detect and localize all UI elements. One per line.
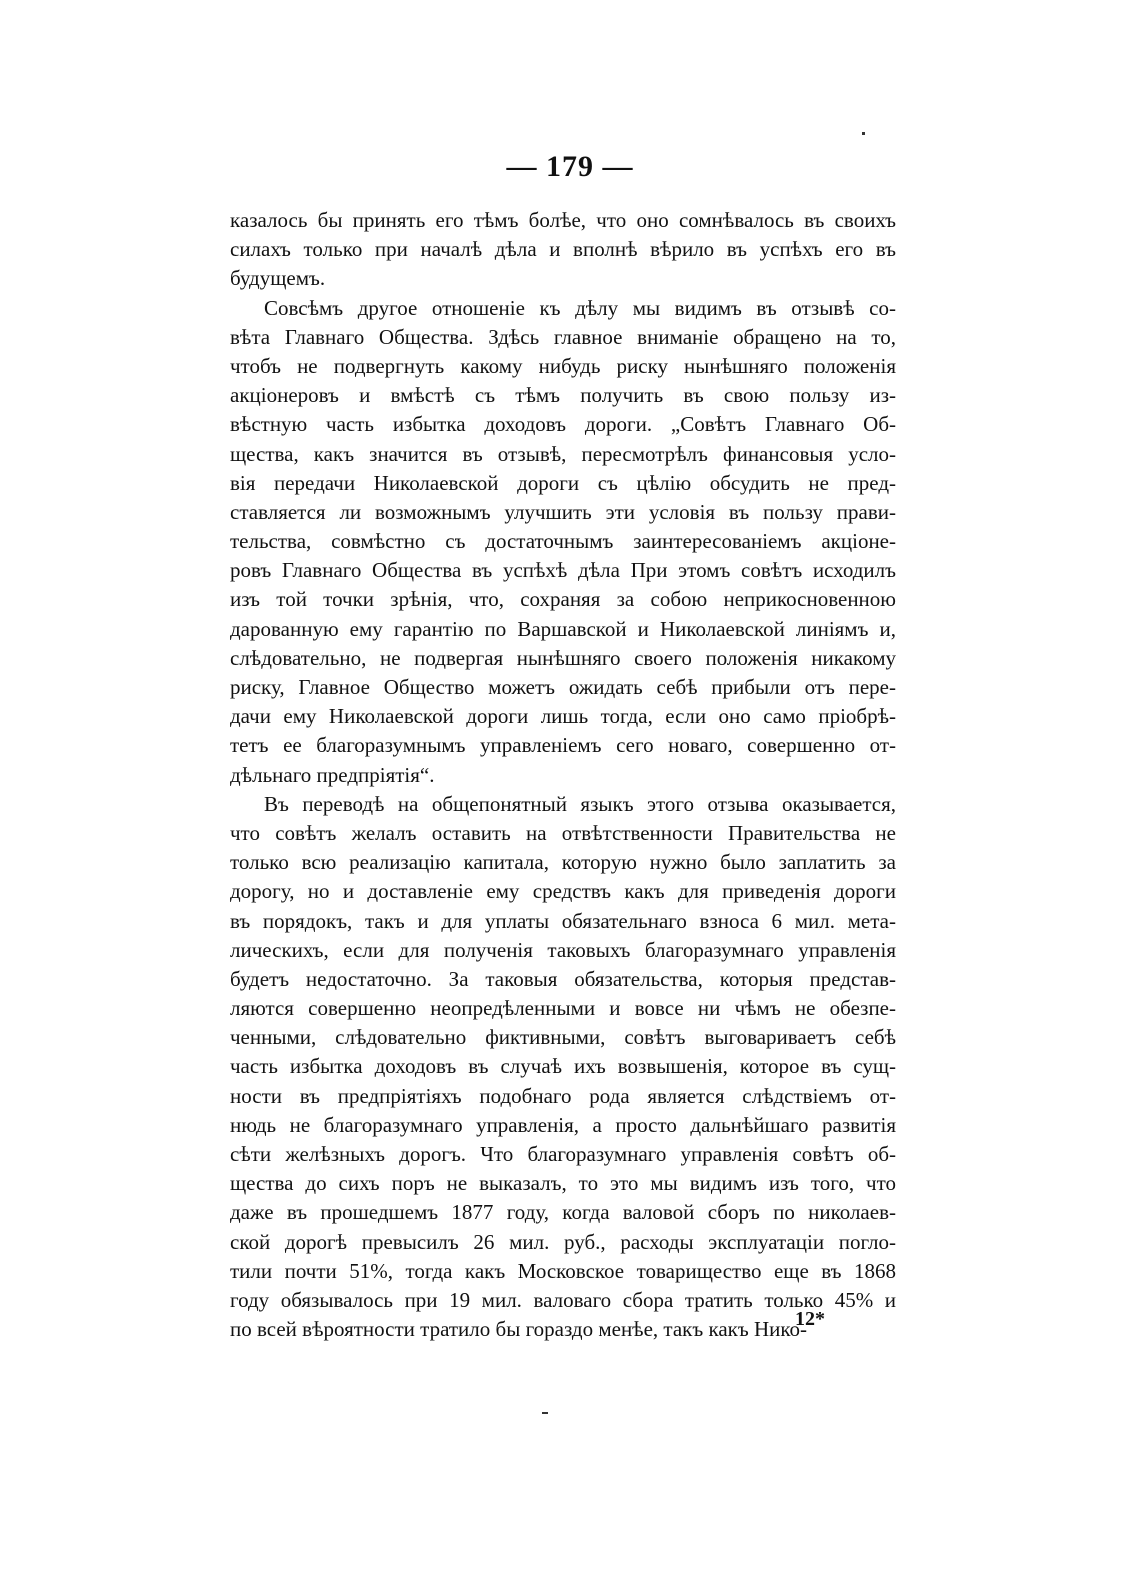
text-line: дѣльнаго предпріятія“. — [230, 762, 435, 787]
text-line: сѣти желѣзныхъ дорогъ. Что благоразумнаго управленія совѣтъ об- — [230, 1142, 896, 1166]
text-line: Совсѣмъ другое отношеніе къ дѣлу мы видимъ въ отзывѣ со- — [264, 295, 896, 320]
text-line: нюдь не благоразумнаго управленія, а просто дальнѣйшаго развитія — [230, 1112, 896, 1137]
text-line: ляются совершенно неопредѣленными и вовсе ни чѣмъ не обезпе- — [230, 996, 896, 1021]
text-line: вѣстную часть избытка доходовъ дороги. „Совѣтъ Главнаго Об- — [230, 412, 896, 437]
text-line: только всю реализацію капитала, которую нужно было заплатить за — [230, 850, 896, 875]
body-text — [230, 206, 896, 1344]
text-line: часть избытка доходовъ въ случаѣ ихъ возвышенія, которое въ сущ- — [230, 1054, 896, 1079]
text-line: акціонеровъ и вмѣстѣ съ тѣмъ получить въ свою пользу из- — [230, 383, 896, 408]
scan-speck — [542, 1412, 548, 1414]
text-line: въ порядокъ, такъ и для уплаты обязательнаго взноса 6 мил. мета- — [230, 908, 896, 933]
text-line: ровъ Главнаго Общества въ успѣхѣ дѣла При этомъ совѣтъ исходилъ — [230, 558, 896, 583]
text-line: тили почти 51%, тогда какъ Московское товарищество еще въ 1868 — [230, 1258, 896, 1283]
text-line: ской дорогѣ превысилъ 26 мил. руб., расходы эксплуатаціи погло- — [230, 1229, 896, 1254]
text-line: тельства, совмѣстно съ достаточнымъ заинтересованіемъ акціоне- — [230, 529, 896, 554]
text-line: даже въ прошедшемъ 1877 году, когда валовой сборъ по николаев- — [230, 1200, 896, 1225]
signature-mark: 12* — [795, 1308, 825, 1330]
text-line: тетъ ее благоразумнымъ управленіемъ сего новаго, совершенно от- — [230, 733, 896, 758]
text-line: лическихъ, если для полученія таковыхъ благоразумнаго управленія — [230, 937, 896, 962]
text-line: дорогу, но и доставленіе ему средствъ какъ для приведенія дороги — [230, 879, 896, 904]
text-line: что совѣтъ желалъ оставить на отвѣтственности Правительства не — [230, 820, 896, 845]
text-line: вѣта Главнаго Общества. Здѣсь главное вниманіе обращено на то, — [230, 324, 896, 349]
text-line: будетъ недостаточно. За таковыя обязательства, которыя представ- — [230, 966, 896, 991]
page-number: — 179 — — [506, 150, 634, 183]
text-line: дарованную ему гарантію по Варшавской и Николаевской линіямъ и, — [230, 616, 896, 641]
text-line: изъ той точки зрѣнія, что, сохраняя за собою неприкосновенною — [230, 587, 896, 612]
text-line: риску, Главное Общество можетъ ожидать себѣ прибыли отъ пере- — [230, 675, 896, 699]
text-line: Въ переводѣ на общепонятный языкъ этого отзыва оказывается, — [264, 791, 896, 816]
text-line: чтобъ не подвергнуть какому нибудь риску нынѣшняго положенія — [230, 353, 896, 378]
text-line: ставляется ли возможнымъ улучшить эти условія въ пользу прави- — [230, 499, 896, 524]
scan-speck — [862, 132, 865, 135]
text-line: щества до сихъ поръ не выказалъ, то это мы видимъ изъ того, что — [230, 1171, 896, 1196]
text-line: вія передачи Николаевской дороги съ цѣлію обсудить не пред- — [230, 470, 896, 495]
text-line: щества, какъ значится въ отзывѣ, пересмотрѣлъ финансовыя усло- — [230, 441, 896, 466]
text-line: будущемъ. — [230, 266, 326, 291]
text-line: слѣдовательно, не подвергая нынѣшняго своего положенія никакому — [230, 645, 896, 670]
text-line: дачи ему Николаевской дороги лишь тогда, если оно само пріобрѣ- — [230, 704, 896, 729]
text-line: казалось бы принять его тѣмъ болѣе, что оно сомнѣвалось въ своихъ — [230, 208, 896, 232]
text-line: силахъ только при началѣ дѣла и вполнѣ вѣрило въ успѣхъ его въ — [230, 237, 896, 262]
text-line: ченными, слѣдовательно фиктивными, совѣтъ выговариваетъ себѣ — [230, 1025, 896, 1050]
text-line: ности въ предпріятіяхъ подобнаго рода является слѣдствіемъ от- — [230, 1083, 896, 1108]
text-line: по всей вѣроятности тратило бы гораздо менѣе, такъ какъ Нико- — [230, 1317, 808, 1342]
text-line: году обязывалось при 19 мил. валоваго сбора тратить только 45% и — [230, 1287, 896, 1312]
